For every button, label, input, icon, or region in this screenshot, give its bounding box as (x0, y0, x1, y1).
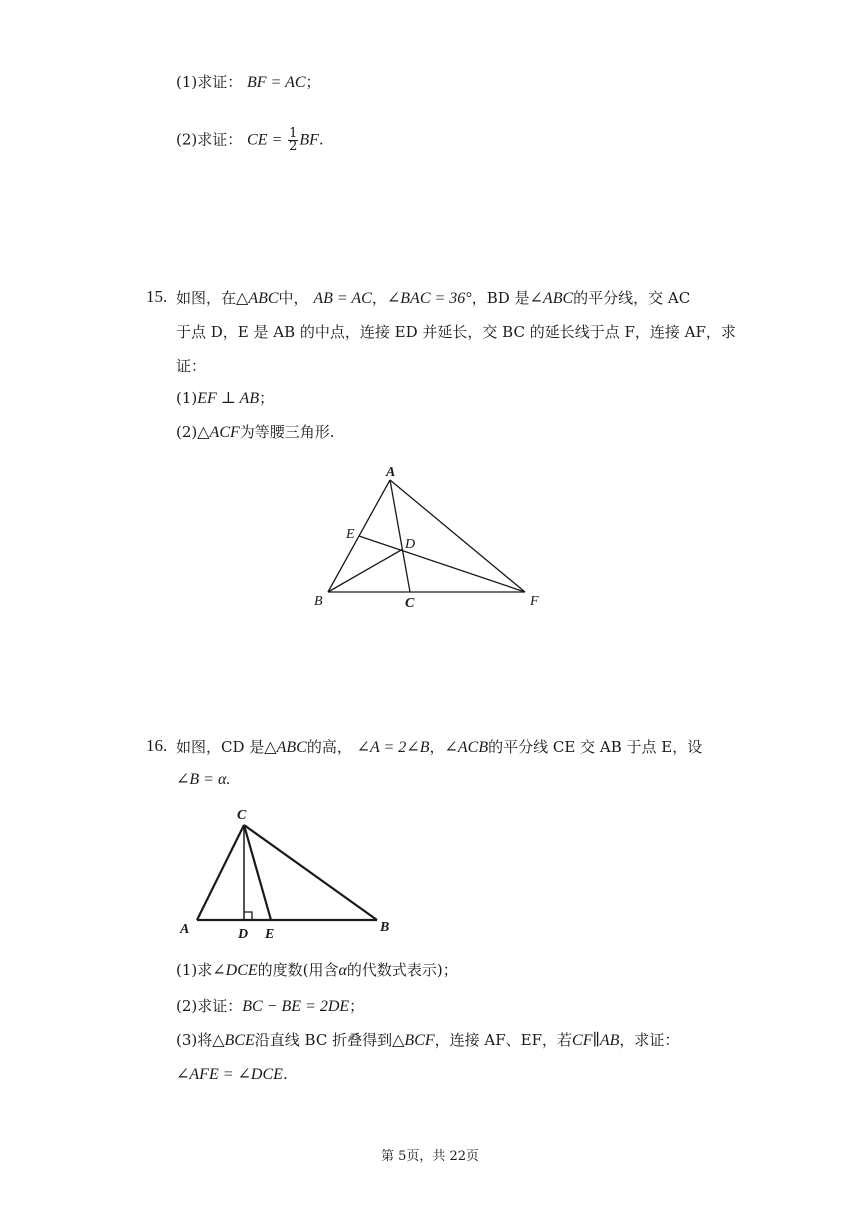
fraction-one-half: $\frac{1}{2}$ (289, 126, 298, 154)
q15-label-b: B (314, 594, 323, 609)
q15-line-2: 于点 D，E 是 AB 的中点，连接 ED 并延长，交 BC 的延长线于点 F，连接 AF，求 (176, 323, 736, 341)
q16-label-d: D (238, 927, 249, 942)
q16-number: 16. (146, 736, 168, 755)
q15-sub1: (1)EF ⊥ AB； (176, 389, 275, 407)
q16-label-a: A (180, 922, 190, 937)
q14-sub1-suffix: ； (305, 73, 321, 91)
q14-sub1-math: BF = AC (247, 74, 306, 91)
q15-number: 15. (146, 287, 168, 306)
q16-sub1: (1)求∠DCE的度数(用含α的代数式表示)； (176, 961, 458, 979)
segment-ce (244, 825, 271, 920)
segment-ac (390, 480, 410, 592)
q14-sub2-suffix: . (318, 130, 324, 149)
q15-label-a: A (386, 465, 396, 480)
q16-sub3-line-2: ∠AFE = ∠DCE. (176, 1065, 288, 1083)
q16-line-1: 如图，CD 是△ABC的高， ∠A = 2∠B，∠ACB的平分线 CE 交 AB 于点 E，设 (176, 738, 703, 756)
page-footer: 第 5页，共 22页 (380, 1149, 480, 1164)
q15-label-c: C (405, 596, 415, 611)
segment-cb (244, 825, 377, 920)
top-line-2 (176, 128, 324, 153)
q16-line-2: ∠B = α. (176, 771, 231, 788)
q16-figure (170, 800, 410, 945)
q14-sub2-math-a: CE = (247, 131, 283, 149)
q16-sub3: (3)将△BCE沿直线 BC 折叠得到△BCF，连接 AF、EF，若CF∥AB，求证： (176, 1031, 680, 1049)
q15-line-3: 证： (176, 357, 207, 375)
q15-label-f: F (530, 594, 539, 609)
q15-line-1: 如图，在△ABC中， AB = AC，∠BAC = 36°，BD 是∠ABC的平分线，交 AC (176, 289, 691, 307)
top-line-1 (176, 72, 321, 93)
q15-figure (300, 460, 560, 615)
segment-ef (359, 536, 525, 592)
q14-sub2-math-b: BF (299, 131, 319, 149)
q15-sub2: (2)△ACF为等腰三角形. (176, 423, 335, 441)
q14-sub1-prefix: (1)求证： (176, 73, 243, 91)
segment-af (390, 480, 525, 592)
q15-label-d: D (405, 537, 416, 552)
q16-label-e: E (265, 927, 275, 942)
q14-sub2-prefix: (2)求证： (176, 130, 243, 149)
q16-sub2: (2)求证：BC − BE = 2DE； (176, 997, 365, 1015)
q16-label-b: B (380, 920, 390, 935)
q16-label-c: C (237, 808, 247, 823)
q15-label-e: E (346, 527, 355, 542)
segment-ac (197, 825, 244, 920)
right-angle-mark (244, 912, 252, 920)
